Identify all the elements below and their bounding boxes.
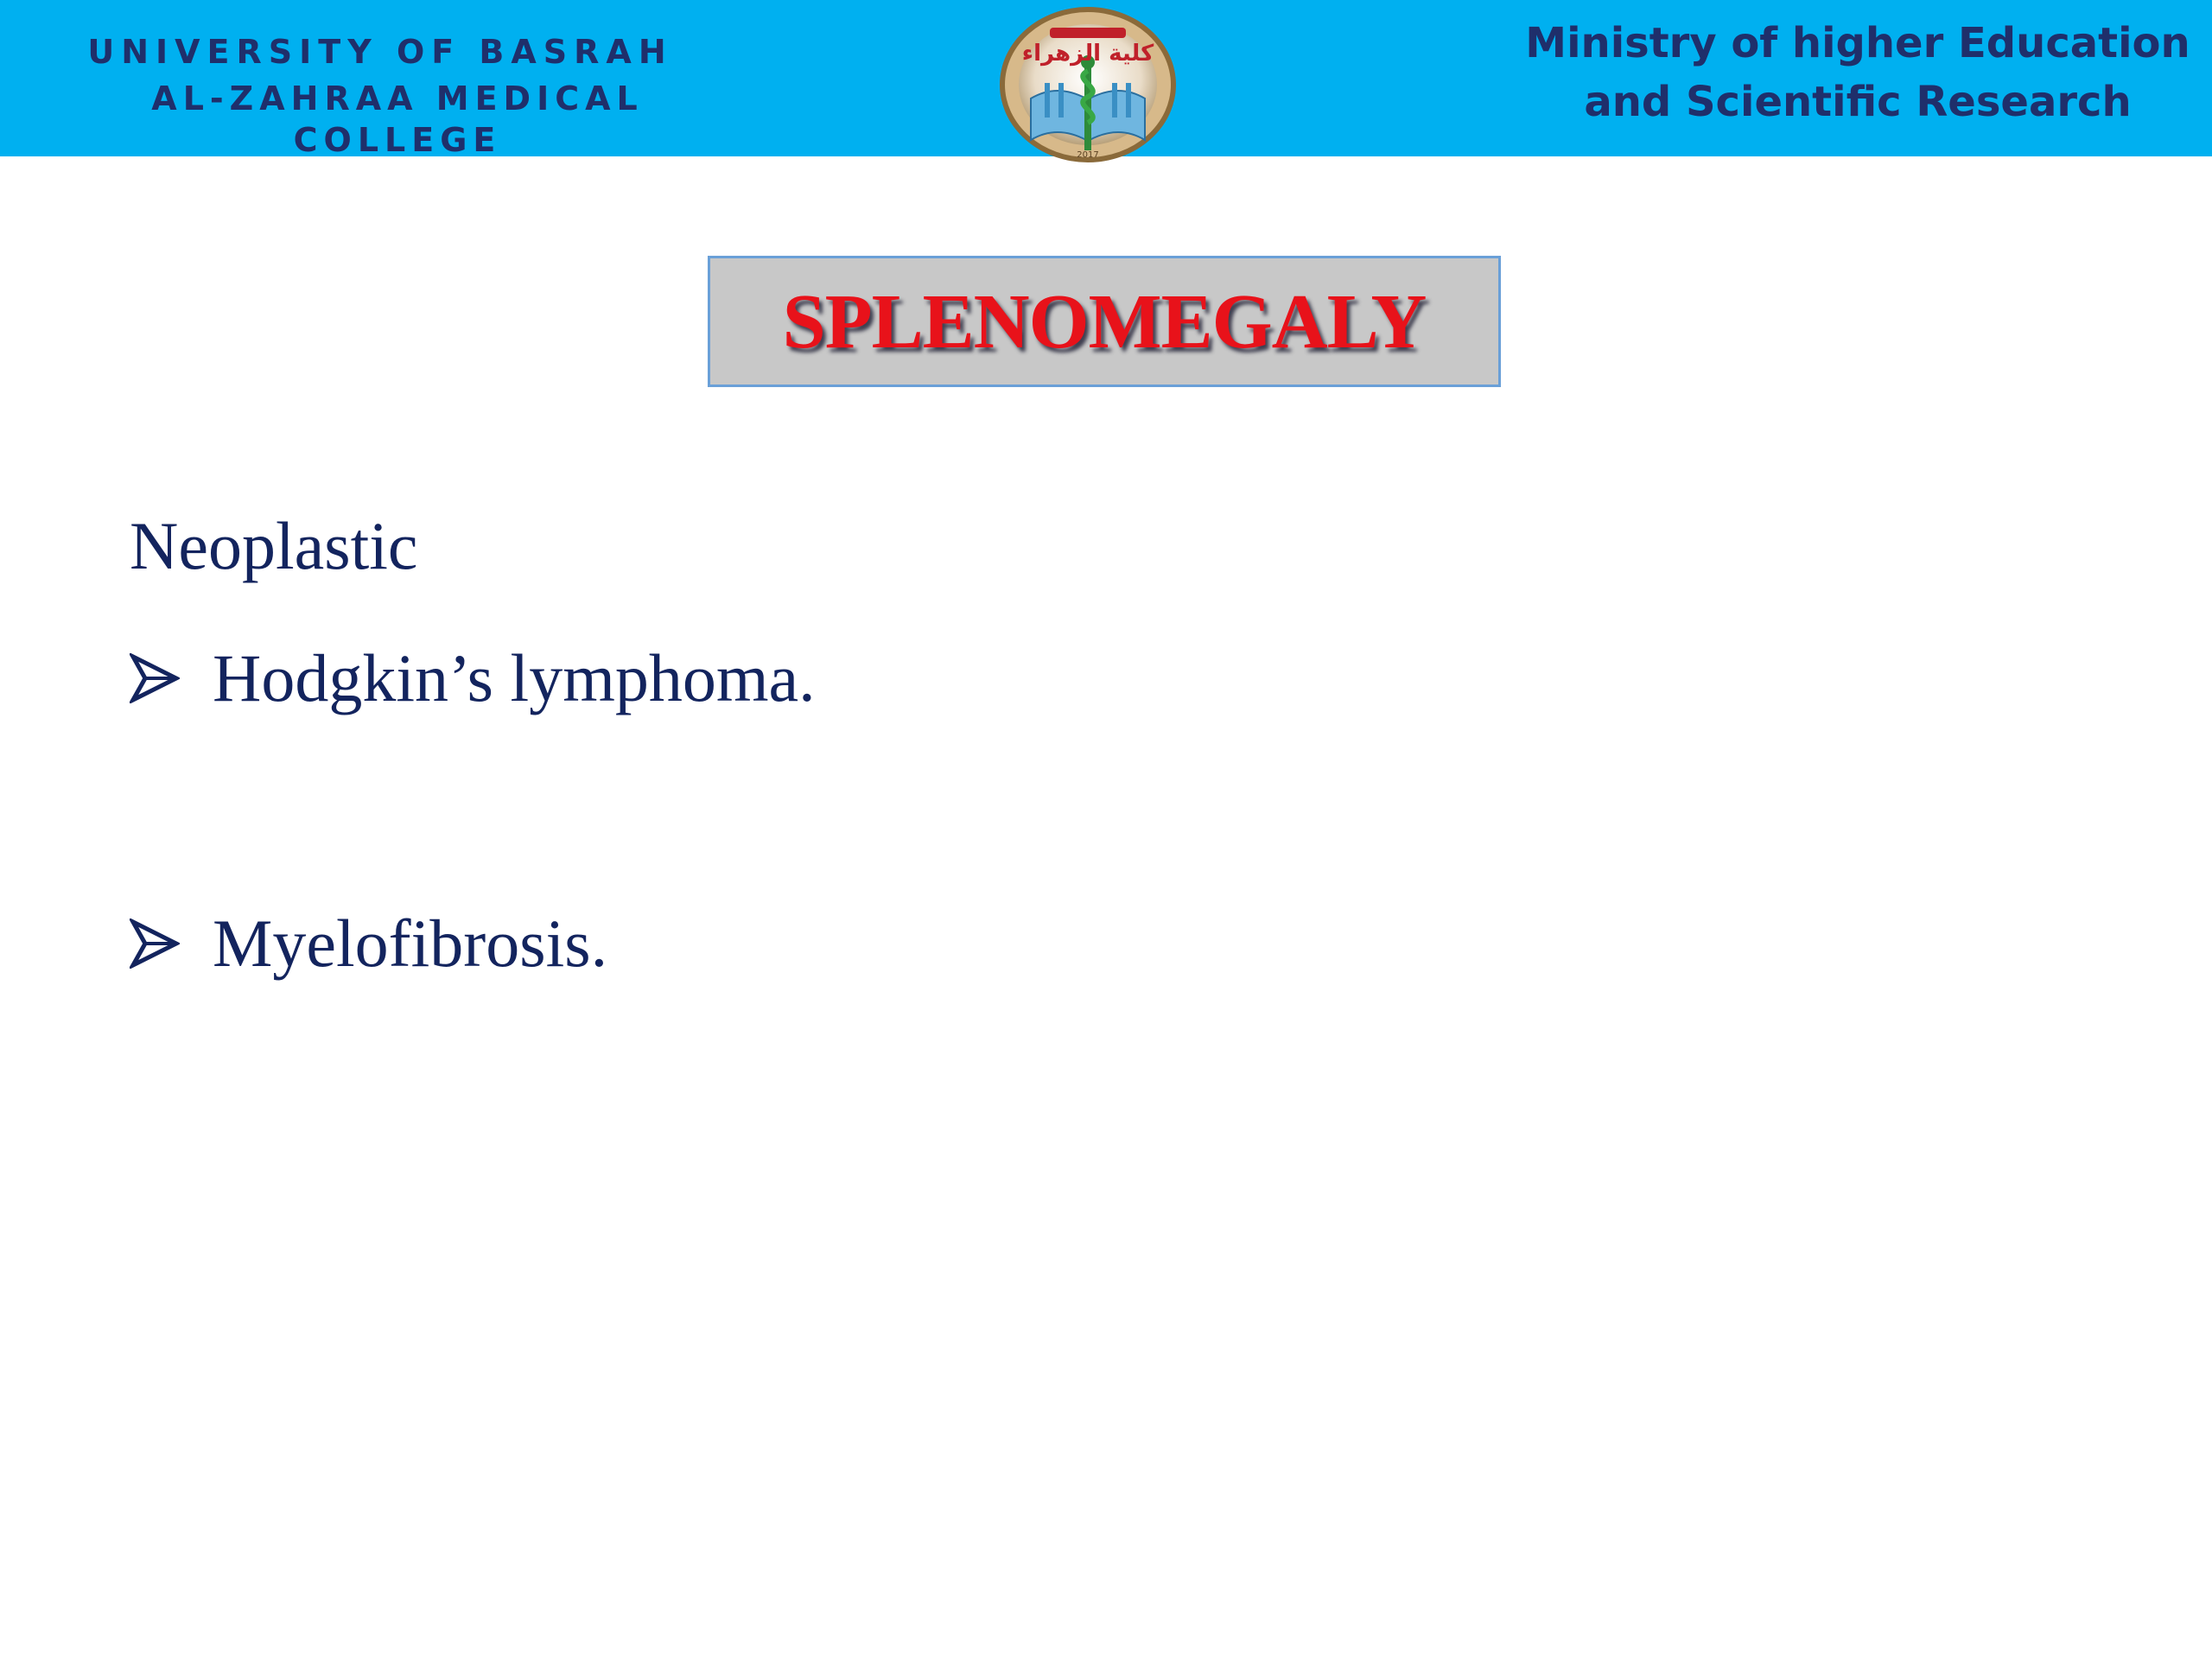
bullet-text: Hodgkin’s lymphoma.	[213, 640, 816, 715]
arrow-bullet-icon	[130, 635, 213, 721]
ministry-line-1: Ministry of higher Education	[1525, 19, 2190, 67]
ministry-line-2: and Scientific Research	[1584, 78, 2132, 126]
college-seal-icon	[996, 3, 1179, 166]
seal-year: 2017	[1077, 150, 1099, 160]
slide-title: SPLENOMEGALY	[782, 278, 1427, 365]
section-heading: Neoplastic	[130, 508, 418, 583]
slide-title-box	[708, 256, 1501, 387]
university-block	[43, 26, 752, 161]
bullet-item	[130, 635, 816, 721]
seal-arabic-text: كلية الزهراء	[1021, 41, 1154, 67]
ministry-block	[1521, 14, 2195, 131]
bullet-item	[130, 900, 607, 987]
university-name: UNIVERSITY OF BASRAH	[87, 33, 673, 71]
bullet-text: Myelofibrosis.	[213, 906, 608, 981]
arrow-bullet-icon	[130, 900, 213, 987]
college-name: AL-ZAHRAA MEDICAL COLLEGE	[151, 79, 644, 159]
